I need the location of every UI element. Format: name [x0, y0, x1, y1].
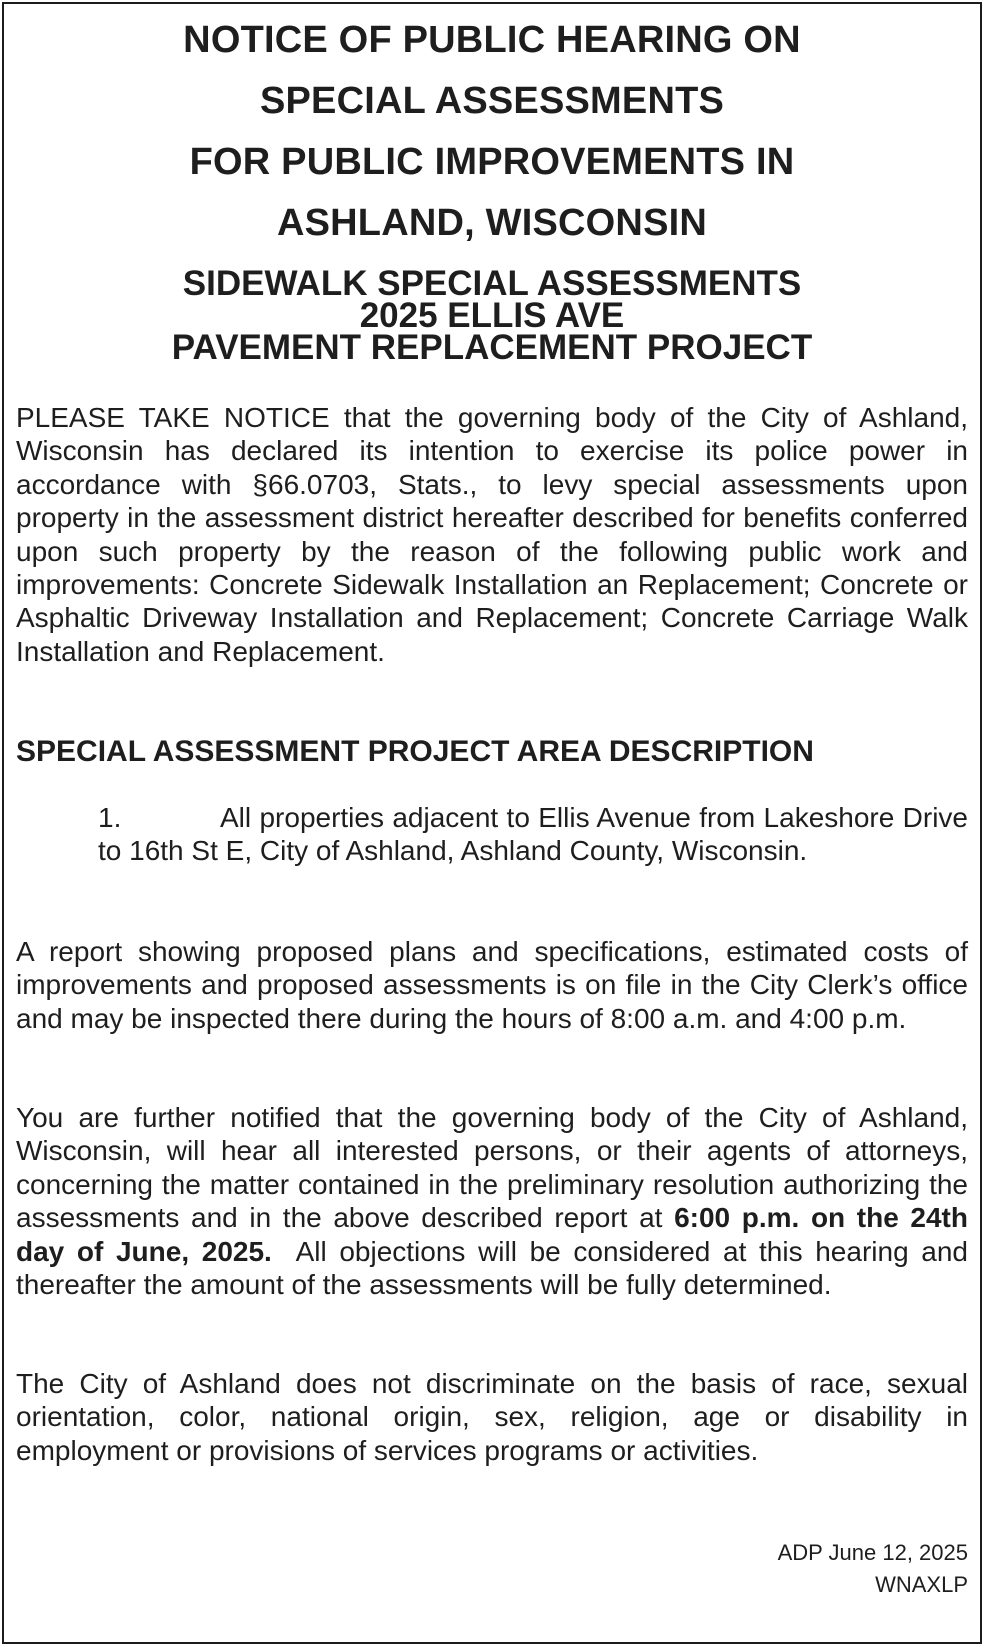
title-line: ASHLAND, WISCONSIN: [276, 202, 708, 244]
hearing-text-before: You are further notified that the governing body of the City of Ashland, Wisconsin, will hear all interested persons, or their agents of attorneys, concerning the matter contained in the preliminary resolution authorizing the assessments and in the above described report at: [16, 1102, 968, 1234]
publication-footer: [778, 1537, 968, 1601]
public-notice: [2, 2, 982, 1644]
publication-date: ADP June 12, 2025: [777, 1540, 968, 1565]
notice-title: [4, 10, 980, 254]
list-item-text: All properties adjacent to Ellis Avenue from Lakeshore Drive to 16th St E, City of Ashland, Ashland County, Wisconsin.: [98, 802, 968, 867]
area-description-heading: SPECIAL ASSESSMENT PROJECT AREA DESCRIPTION: [16, 735, 814, 768]
title-line: FOR PUBLIC IMPROVEMENTS IN: [189, 141, 795, 183]
hearing-text-after: All objections will be considered at this hearing and thereafter the amount of the assessments will be fully determined.: [16, 1235, 976, 1301]
hearing-date-time: 6:00 p.m. on the 24th day of June, 2025.: [16, 1202, 968, 1267]
title-line: SPECIAL ASSESSMENTS: [259, 80, 725, 122]
project-subtitle: [4, 264, 980, 367]
nondiscrimination-paragraph: The City of Ashland does not discriminate on the basis of race, sexual orientation, color, national origin, sex, religion, age or disability in employment or provisions of services programs or activities.: [16, 1368, 968, 1466]
report-paragraph: A report showing proposed plans and specifications, estimated costs of improvements and proposed assessments is on file in the City Clerk’s office and may be inspected there during the hours of 8:00 a.m. and 4:00 p.m.: [16, 936, 968, 1034]
subtitle-line: PAVEMENT REPLACEMENT PROJECT: [171, 328, 813, 367]
subtitle-line: SIDEWALK SPECIAL ASSESSMENTS: [182, 264, 802, 303]
hearing-paragraph: [16, 1101, 976, 1301]
area-list-item: [98, 801, 968, 868]
publication-code: WNAXLP: [875, 1572, 968, 1597]
notice-paragraph: PLEASE TAKE NOTICE that the governing body of the City of Ashland, Wisconsin has declared its intention to exercise its police power in accordance with §66.0703, Stats., to levy special assessments upon property in the assessment district hereafter described for benefits conferred upon such property by the reason of the following public work and improvements: Concrete Sidewalk Installation an Replacement; Concrete or Asphaltic Driveway Installation and Replacement; Concrete Carriage Walk Installation and Replacement.: [16, 402, 968, 667]
list-item-number: 1.: [98, 802, 122, 833]
title-line: NOTICE OF PUBLIC HEARING ON: [183, 19, 801, 61]
subtitle-line: 2025 ELLIS AVE: [359, 296, 625, 335]
